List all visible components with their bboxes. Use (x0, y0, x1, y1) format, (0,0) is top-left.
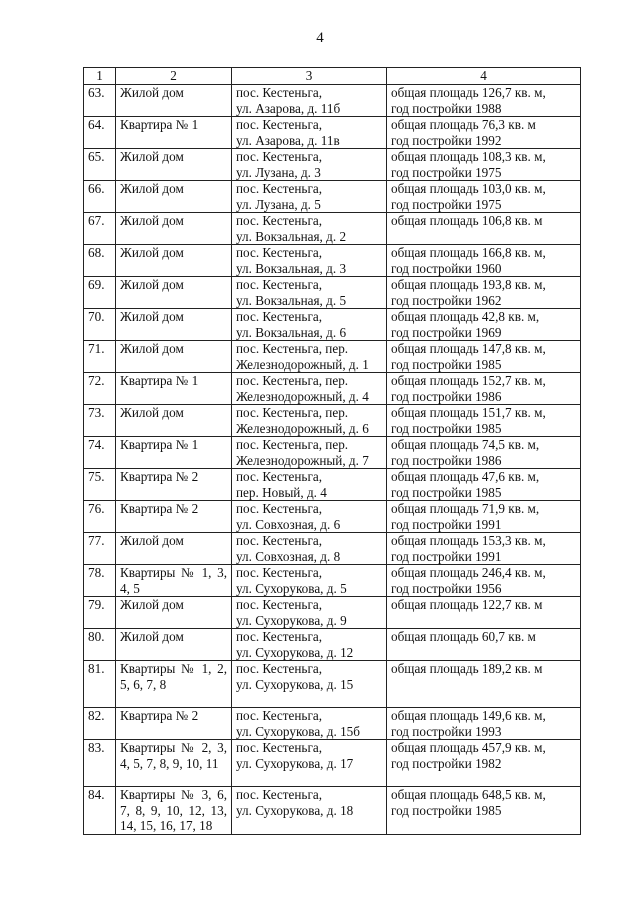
row-number: 71. (84, 341, 116, 373)
table-row (84, 740, 581, 787)
address-line: ул. Азарова, д. 11в (236, 132, 340, 148)
row-number: 66. (84, 181, 116, 213)
details-line: год постройки 1969 (391, 324, 502, 340)
address-line: пос. Кестеньга, (236, 533, 323, 548)
address-line: пос. Кестеньга, пер. (236, 373, 349, 388)
row-number: 65. (84, 149, 116, 181)
details-line: общая площадь 149,6 кв. м, (391, 708, 546, 723)
details-line: год постройки 1991 (391, 548, 502, 564)
address-line: ул. Сухорукова, д. 15 (236, 676, 354, 692)
row-number: 68. (84, 245, 116, 277)
address-line: пос. Кестеньга, (236, 245, 323, 260)
property-address (232, 181, 387, 213)
table-row (84, 469, 581, 501)
address-line: пос. Кестеньга, (236, 597, 323, 612)
property-address (232, 117, 387, 149)
property-address (232, 597, 387, 629)
details-line: общая площадь 193,8 кв. м, (391, 277, 546, 292)
property-address (232, 341, 387, 373)
address-line: пос. Кестеньга, (236, 787, 323, 802)
property-name: Жилой дом (116, 85, 232, 117)
address-line: пос. Кестеньга, пер. (236, 437, 349, 452)
address-line: пос. Кестеньга, (236, 740, 323, 755)
property-address (232, 740, 387, 787)
row-number: 76. (84, 501, 116, 533)
address-line: ул. Вокзальная, д. 3 (236, 260, 347, 276)
table-row (84, 405, 581, 437)
address-line: Железнодорожный, д. 4 (236, 388, 369, 404)
address-line: ул. Сухорукова, д. 5 (236, 580, 347, 596)
property-details (387, 213, 581, 245)
property-name: Квартиры № 3, 6, 7, 8, 9, 10, 12, 13, 14, 15, 16, 17, 18 (116, 787, 232, 835)
row-number: 78. (84, 565, 116, 597)
details-line: год постройки 1985 (391, 420, 502, 436)
property-address (232, 213, 387, 245)
row-number: 72. (84, 373, 116, 405)
details-line: общая площадь 189,2 кв. м (391, 661, 543, 676)
property-details (387, 437, 581, 469)
table-row (84, 533, 581, 565)
details-line: общая площадь 42,8 кв. м, (391, 309, 540, 324)
property-details (387, 787, 581, 835)
property-name: Квартира № 2 (116, 708, 232, 740)
address-line: ул. Сухорукова, д. 17 (236, 755, 354, 771)
address-line: пос. Кестеньга, (236, 117, 323, 132)
address-line: пос. Кестеньга, пер. (236, 341, 349, 356)
details-line: общая площадь 74,5 кв. м, (391, 437, 540, 452)
property-name: Квартиры № 1, 2, 5, 6, 7, 8 (116, 661, 232, 708)
column-header-3: 3 (232, 68, 387, 85)
address-line: ул. Сухорукова, д. 12 (236, 644, 354, 660)
address-line: пос. Кестеньга, (236, 213, 323, 228)
details-line: общая площадь 103,0 кв. м, (391, 181, 546, 196)
property-address (232, 629, 387, 661)
details-line: общая площадь 126,7 кв. м, (391, 85, 546, 100)
table-row (84, 149, 581, 181)
property-name: Жилой дом (116, 309, 232, 341)
property-address (232, 405, 387, 437)
table-row (84, 277, 581, 309)
address-line: пос. Кестеньга, (236, 85, 323, 100)
details-line: общая площадь 246,4 кв. м, (391, 565, 546, 580)
row-number: 77. (84, 533, 116, 565)
row-number: 69. (84, 277, 116, 309)
row-number: 83. (84, 740, 116, 787)
details-line: общая площадь 122,7 кв. м (391, 597, 543, 612)
details-line: год постройки 1993 (391, 723, 502, 739)
details-line: общая площадь 457,9 кв. м, (391, 740, 546, 755)
table-row (84, 181, 581, 213)
details-line: общая площадь 47,6 кв. м, (391, 469, 540, 484)
property-details (387, 181, 581, 213)
details-line: год постройки 1975 (391, 196, 502, 212)
property-address (232, 533, 387, 565)
details-line: общая площадь 71,9 кв. м, (391, 501, 540, 516)
details-line: общая площадь 108,3 кв. м, (391, 149, 546, 164)
details-line: общая площадь 76,3 кв. м (391, 117, 536, 132)
table-row (84, 117, 581, 149)
property-address (232, 437, 387, 469)
row-number: 64. (84, 117, 116, 149)
column-header-2: 2 (116, 68, 232, 85)
table-row (84, 565, 581, 597)
property-details (387, 661, 581, 708)
row-number: 67. (84, 213, 116, 245)
address-line: ул. Вокзальная, д. 5 (236, 292, 347, 308)
row-number: 73. (84, 405, 116, 437)
property-details (387, 245, 581, 277)
address-line: ул. Совхозная, д. 8 (236, 548, 341, 564)
address-line: пос. Кестеньга, пер. (236, 405, 349, 420)
property-name: Жилой дом (116, 213, 232, 245)
row-number: 79. (84, 597, 116, 629)
property-address (232, 85, 387, 117)
address-line: пос. Кестеньга, (236, 501, 323, 516)
address-line: пос. Кестеньга, (236, 629, 323, 644)
details-line: год постройки 1991 (391, 516, 502, 532)
property-name: Жилой дом (116, 405, 232, 437)
property-address (232, 277, 387, 309)
details-line: общая площадь 60,7 кв. м (391, 629, 536, 644)
row-number: 75. (84, 469, 116, 501)
details-line: год постройки 1985 (391, 484, 502, 500)
page-number: 4 (316, 30, 324, 46)
property-name: Квартиры № 1, 3, 4, 5 (116, 565, 232, 597)
table-row (84, 309, 581, 341)
address-line: пос. Кестеньга, (236, 181, 323, 196)
property-details (387, 373, 581, 405)
property-name: Квартира № 1 (116, 373, 232, 405)
address-line: Железнодорожный, д. 6 (236, 420, 369, 436)
property-name: Жилой дом (116, 245, 232, 277)
address-line: ул. Вокзальная, д. 2 (236, 228, 347, 244)
address-line: пос. Кестеньга, (236, 149, 323, 164)
property-details (387, 740, 581, 787)
property-details (387, 309, 581, 341)
property-details (387, 708, 581, 740)
row-number: 80. (84, 629, 116, 661)
table-row (84, 341, 581, 373)
row-number: 63. (84, 85, 116, 117)
details-line: год постройки 1982 (391, 755, 502, 771)
property-details (387, 277, 581, 309)
details-line: общая площадь 147,8 кв. м, (391, 341, 546, 356)
address-line: пос. Кестеньга, (236, 708, 323, 723)
property-address (232, 708, 387, 740)
details-line: год постройки 1985 (391, 356, 502, 372)
details-line: год постройки 1985 (391, 802, 502, 818)
property-address (232, 501, 387, 533)
row-number: 70. (84, 309, 116, 341)
details-line: год постройки 1986 (391, 388, 502, 404)
table-row (84, 213, 581, 245)
address-line: пос. Кестеньга, (236, 309, 323, 324)
table-row (84, 245, 581, 277)
column-header-1: 1 (84, 68, 116, 85)
property-details (387, 597, 581, 629)
property-address (232, 469, 387, 501)
property-address (232, 661, 387, 708)
property-details (387, 469, 581, 501)
table-row (84, 85, 581, 117)
property-address (232, 787, 387, 835)
details-line: общая площадь 152,7 кв. м, (391, 373, 546, 388)
property-name: Жилой дом (116, 181, 232, 213)
details-line: общая площадь 153,3 кв. м, (391, 533, 546, 548)
property-address (232, 309, 387, 341)
address-line: ул. Совхозная, д. 6 (236, 516, 341, 532)
address-line: ул. Лузана, д. 5 (236, 196, 321, 212)
address-line: ул. Сухорукова, д. 18 (236, 802, 354, 818)
property-name: Жилой дом (116, 149, 232, 181)
property-name: Жилой дом (116, 277, 232, 309)
address-line: пос. Кестеньга, (236, 277, 323, 292)
address-line: ул. Азарова, д. 11б (236, 100, 341, 116)
property-address (232, 245, 387, 277)
property-details (387, 341, 581, 373)
address-line: Железнодорожный, д. 1 (236, 356, 369, 372)
column-header-4: 4 (387, 68, 581, 85)
details-line: год постройки 1992 (391, 132, 502, 148)
row-number: 81. (84, 661, 116, 708)
address-line: ул. Сухорукова, д. 9 (236, 612, 347, 628)
table-row (84, 597, 581, 629)
details-line: год постройки 1962 (391, 292, 502, 308)
property-name: Жилой дом (116, 629, 232, 661)
table-row (84, 437, 581, 469)
property-details (387, 533, 581, 565)
details-line: год постройки 1986 (391, 452, 502, 468)
property-details (387, 405, 581, 437)
property-details (387, 117, 581, 149)
address-line: ул. Сухорукова, д. 15б (236, 723, 360, 739)
address-line: Железнодорожный, д. 7 (236, 452, 369, 468)
table-row (84, 708, 581, 740)
details-line: год постройки 1975 (391, 164, 502, 180)
table-row (84, 787, 581, 835)
table-row (84, 661, 581, 708)
property-name: Квартира № 2 (116, 501, 232, 533)
address-line: пос. Кестеньга, (236, 661, 323, 676)
address-line: пер. Новый, д. 4 (236, 484, 327, 500)
details-line: год постройки 1988 (391, 100, 502, 116)
address-line: пос. Кестеньга, (236, 565, 323, 580)
row-number: 84. (84, 787, 116, 835)
property-table (83, 67, 581, 835)
property-details (387, 85, 581, 117)
address-line: ул. Вокзальная, д. 6 (236, 324, 347, 340)
property-name: Жилой дом (116, 341, 232, 373)
property-address (232, 565, 387, 597)
property-address (232, 149, 387, 181)
details-line: общая площадь 648,5 кв. м, (391, 787, 546, 802)
details-line: общая площадь 166,8 кв. м, (391, 245, 546, 260)
details-line: год постройки 1956 (391, 580, 502, 596)
property-name: Жилой дом (116, 597, 232, 629)
row-number: 74. (84, 437, 116, 469)
property-details (387, 501, 581, 533)
property-name: Жилой дом (116, 533, 232, 565)
details-line: год постройки 1960 (391, 260, 502, 276)
table-header-row (84, 68, 581, 85)
property-address (232, 373, 387, 405)
property-name: Квартира № 1 (116, 437, 232, 469)
details-line: общая площадь 106,8 кв. м (391, 213, 543, 228)
property-details (387, 629, 581, 661)
table-row (84, 501, 581, 533)
address-line: пос. Кестеньга, (236, 469, 323, 484)
table-row (84, 373, 581, 405)
details-line: общая площадь 151,7 кв. м, (391, 405, 546, 420)
property-details (387, 565, 581, 597)
table-row (84, 629, 581, 661)
property-name: Квартира № 2 (116, 469, 232, 501)
property-name: Квартира № 1 (116, 117, 232, 149)
property-details (387, 149, 581, 181)
property-name: Квартиры № 2, 3, 4, 5, 7, 8, 9, 10, 11 (116, 740, 232, 787)
address-line: ул. Лузана, д. 3 (236, 164, 321, 180)
row-number: 82. (84, 708, 116, 740)
